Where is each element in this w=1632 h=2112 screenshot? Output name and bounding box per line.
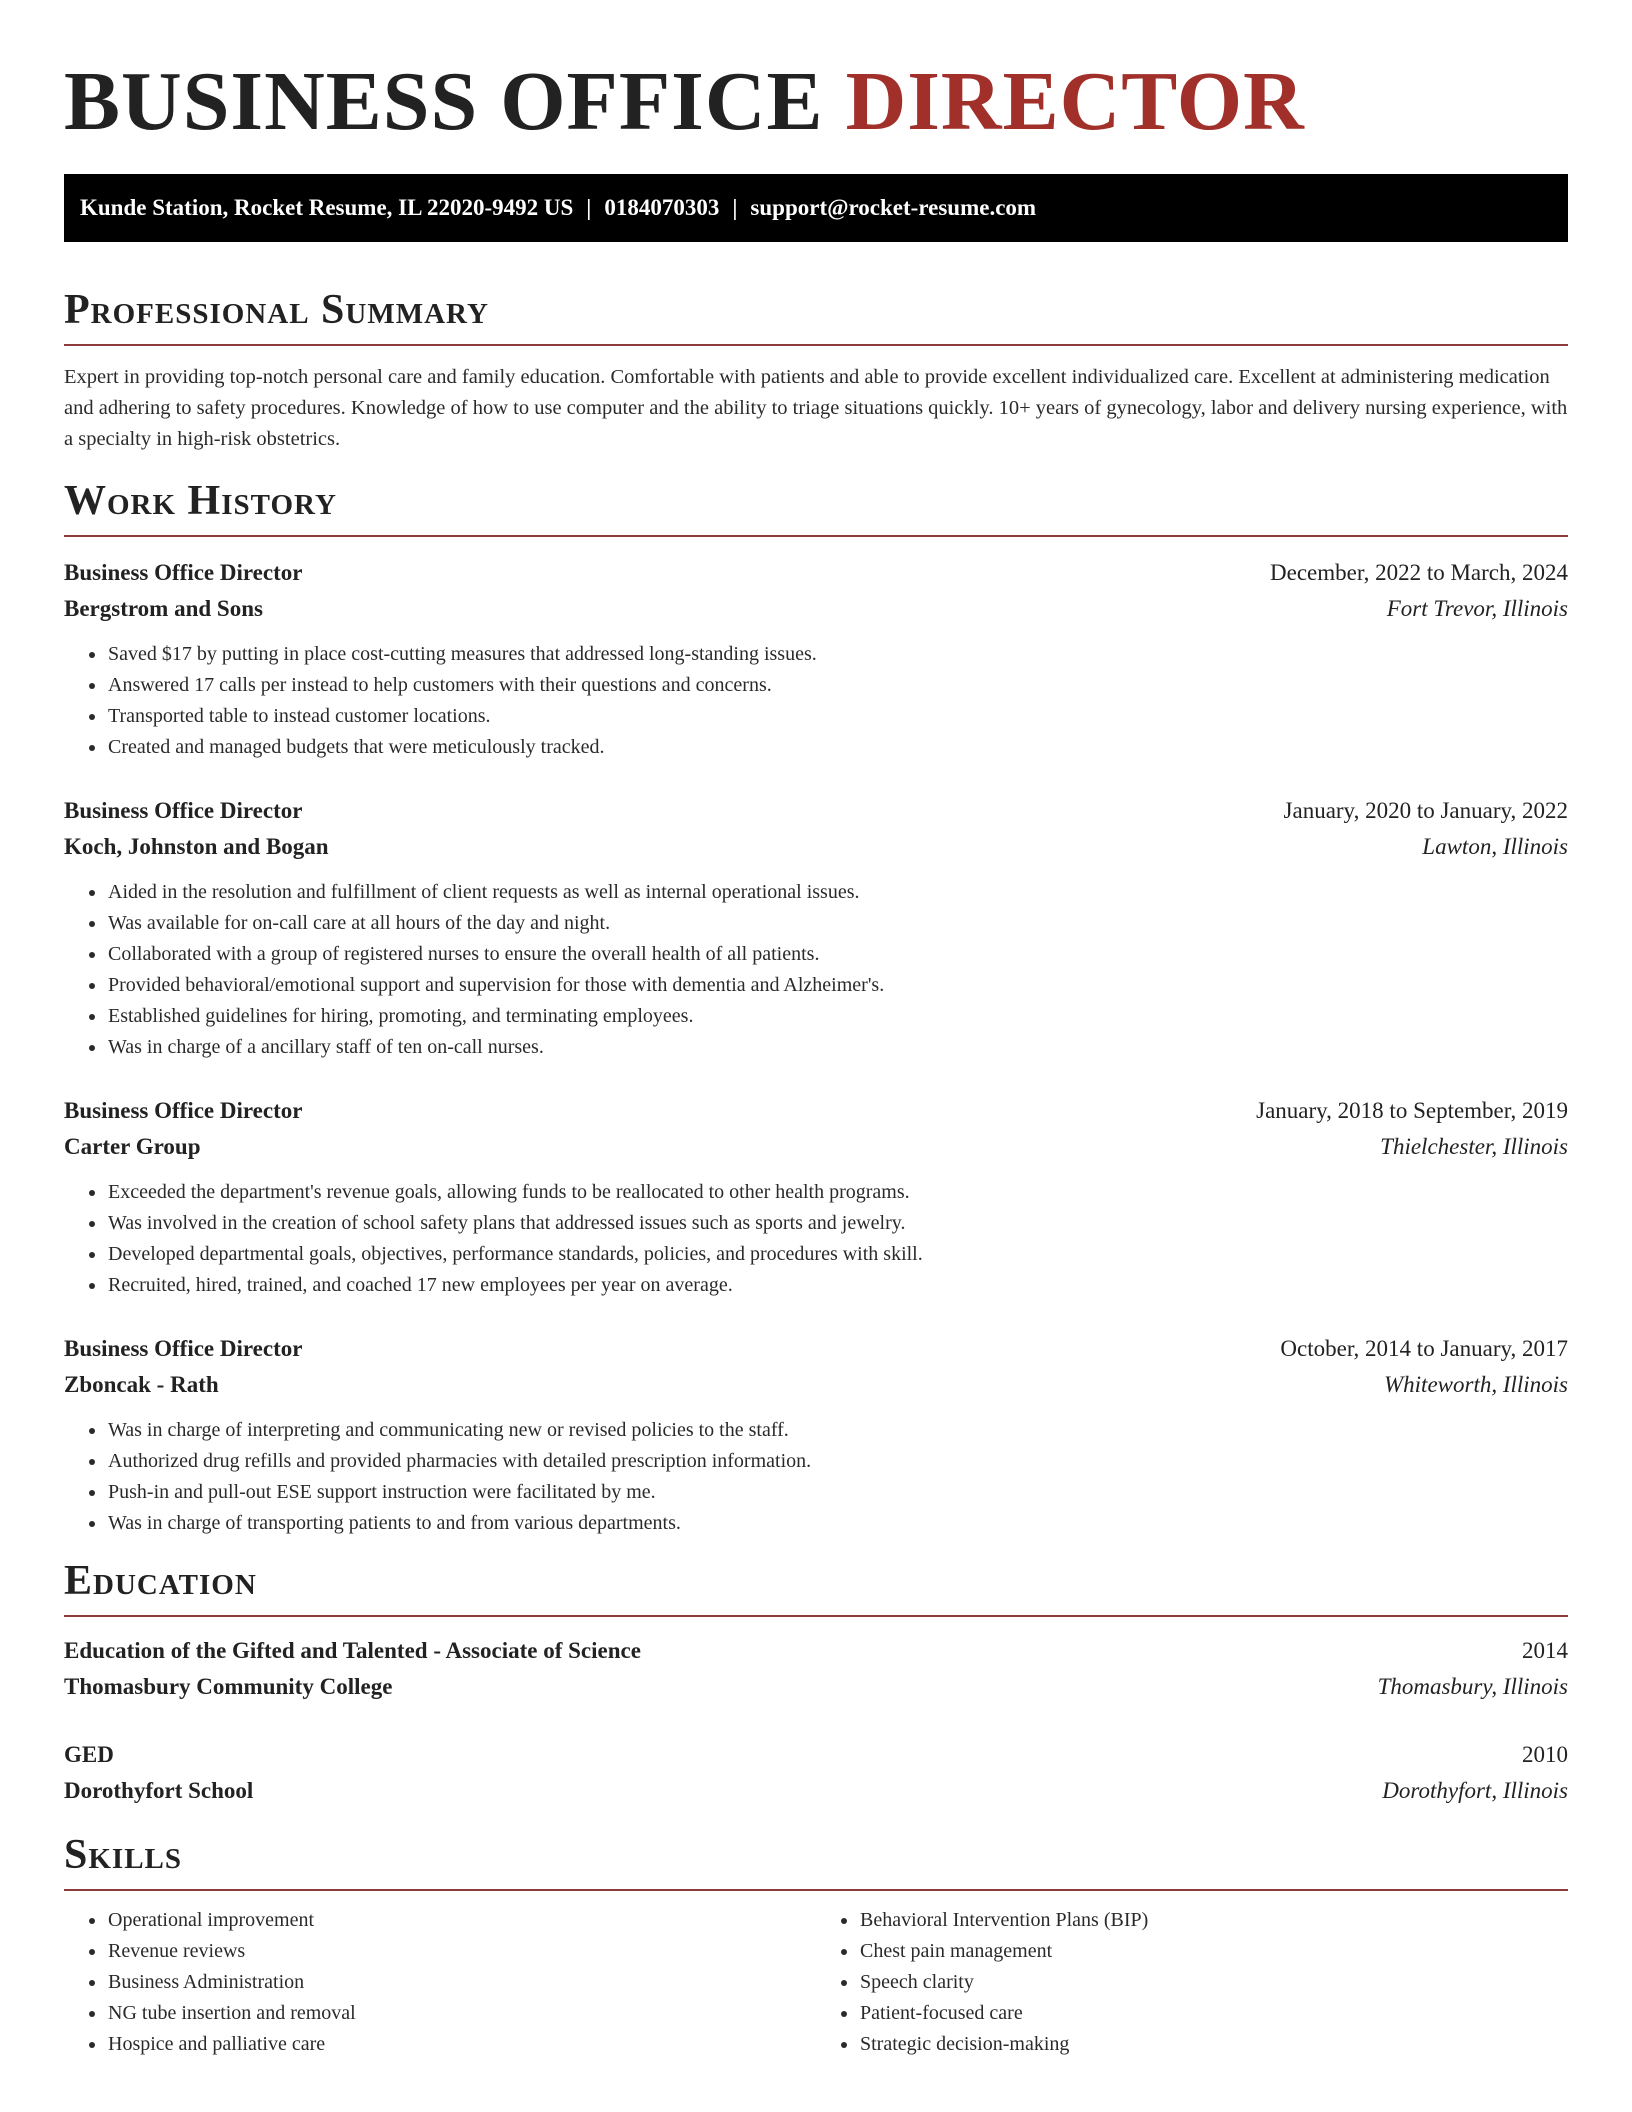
section-title-work-history: Work History [64,477,1568,537]
job-bullet: • Saved $17 by putting in place cost-cutting measures that addressed long-standing issues. [107,639,1568,670]
job-dates: January, 2018 to September, 2019 [1256,1098,1568,1123]
skill-item: • Revenue reviews [107,1936,816,1967]
job-location: Whiteworth, Illinois [1384,1372,1568,1397]
skill-item: • Business Administration [107,1967,816,1998]
skill-item: • Operational improvement [107,1905,816,1936]
job-bullet: • Was in charge of transporting patients to and from various departments. [107,1508,1568,1539]
job-company: Carter Group [64,1134,201,1159]
job-header-row [64,1331,1568,1367]
section-title-skills: Skills [64,1831,1568,1891]
job-bullet: • Provided behavioral/emotional support and supervision for those with dementia and Alzheimer's. [107,970,1568,1001]
job-bullet: • Exceeded the department's revenue goals, allowing funds to be reallocated to other health programs. [107,1177,1568,1208]
contact-address: Kunde Station, Rocket Resume, IL 22020-9492 US [80,195,574,220]
job-header-row [64,793,1568,829]
education-degree: Education of the Gifted and Talented - Associate of Science [64,1638,641,1663]
summary-text: Expert in providing top-notch personal care and family education. Comfortable with patients and able to provide excellent individualized care. Excellent at administering medication and adhering to safety procedures. Knowledge of how to use computer and the ability to triage situations quickly. 10+ years of gynecology, labor and delivery nursing experience, with a specialty in high-risk obstetrics. [64,366,1568,450]
job-dates: December, 2022 to March, 2024 [1270,560,1568,585]
job-title: Business Office Director [64,798,303,823]
job-bullet: • Was available for on-call care at all hours of the day and night. [107,908,1568,939]
job-header-row [64,555,1568,591]
contact-phone: 0184070303 [604,195,720,220]
education-header-row [64,1737,1568,1773]
job-title: Business Office Director [64,560,303,585]
skill-item: • Speech clarity [859,1967,1568,1998]
job-bullet: • Recruited, hired, trained, and coached 17 new employees per year on average. [107,1270,1568,1301]
skill-item: • Chest pain management [859,1936,1568,1967]
job-bullet: • Authorized drug refills and provided pharmacies with detailed prescription information. [107,1446,1568,1477]
skill-item: • Strategic decision-making [859,2029,1568,2060]
skills-columns [64,1905,1568,2060]
skill-item: • Hospice and palliative care [107,2029,816,2060]
job-header-row [64,1093,1568,1129]
skill-item: • Behavioral Intervention Plans (BIP) [859,1905,1568,1936]
name-part-1: BUSINESS OFFICE [64,55,846,148]
job-bullet: • Was involved in the creation of school safety plans that addressed issues such as sports and jewelry. [107,1208,1568,1239]
job-bullets [64,639,1568,763]
education-entry [64,1737,1568,1809]
work-history-section [64,477,1568,1539]
education-school: Thomasbury Community College [64,1674,393,1699]
job-bullets [64,1177,1568,1301]
job-bullet: • Developed departmental goals, objectives, performance standards, policies, and procedures with skill. [107,1239,1568,1270]
contact-separator: | [732,195,738,220]
contact-separator: | [586,195,592,220]
job-location: Thielchester, Illinois [1380,1134,1568,1159]
summary-section [64,286,1568,455]
job-entry [64,793,1568,1063]
job-title: Business Office Director [64,1336,303,1361]
job-company: Bergstrom and Sons [64,596,263,621]
work-history-list [64,555,1568,1539]
job-bullet: • Answered 17 calls per instead to help customers with their questions and concerns. [107,670,1568,701]
education-year: 2010 [1522,1742,1568,1767]
job-location: Lawton, Illinois [1422,834,1568,859]
section-title-summary: Professional Summary [64,286,1568,346]
job-location: Fort Trevor, Illinois [1386,596,1568,621]
job-company-row [64,1129,1568,1165]
job-company-row [64,1367,1568,1403]
education-location: Dorothyfort, Illinois [1382,1778,1568,1803]
job-dates: January, 2020 to January, 2022 [1283,798,1568,823]
job-bullets [64,1415,1568,1539]
resume-page [64,52,1568,2060]
job-bullet: • Push-in and pull-out ESE support instruction were facilitated by me. [107,1477,1568,1508]
name-part-2: DIRECTOR [845,55,1305,148]
job-bullet: • Transported table to instead customer locations. [107,701,1568,732]
job-bullet: • Was in charge of interpreting and communicating new or revised policies to the staff. [107,1415,1568,1446]
job-company-row [64,829,1568,865]
education-school-row [64,1669,1568,1705]
job-bullet: • Collaborated with a group of registered nurses to ensure the overall health of all patients. [107,939,1568,970]
job-company: Koch, Johnston and Bogan [64,834,329,859]
job-bullet: • Was in charge of a ancillary staff of ten on-call nurses. [107,1032,1568,1063]
job-company: Zboncak - Rath [64,1372,219,1397]
job-bullets [64,877,1568,1063]
job-dates: October, 2014 to January, 2017 [1280,1336,1568,1361]
contact-email[interactable]: support@rocket-resume.com [750,195,1037,220]
job-company-row [64,591,1568,627]
job-bullet: • Created and managed budgets that were meticulously tracked. [107,732,1568,763]
education-year: 2014 [1522,1638,1568,1663]
education-school: Dorothyfort School [64,1778,254,1803]
education-entry [64,1633,1568,1705]
job-entry [64,1093,1568,1301]
job-bullet: • Aided in the resolution and fulfillment of client requests as well as internal operational issues. [107,877,1568,908]
skills-section [64,1831,1568,2060]
resume-name [64,52,1568,152]
skills-column-right [816,1905,1568,2060]
education-school-row [64,1773,1568,1809]
job-bullet: • Established guidelines for hiring, promoting, and terminating employees. [107,1001,1568,1032]
skill-item: • Patient-focused care [859,1998,1568,2029]
skills-column-left [64,1905,816,2060]
education-header-row [64,1633,1568,1669]
education-list [64,1633,1568,1809]
education-degree: GED [64,1742,114,1767]
contact-bar [64,174,1568,242]
education-location: Thomasbury, Illinois [1377,1674,1568,1699]
education-section [64,1557,1568,1809]
job-title: Business Office Director [64,1098,303,1123]
job-entry [64,1331,1568,1539]
job-entry [64,555,1568,763]
skill-item: • NG tube insertion and removal [107,1998,816,2029]
section-title-education: Education [64,1557,1568,1617]
